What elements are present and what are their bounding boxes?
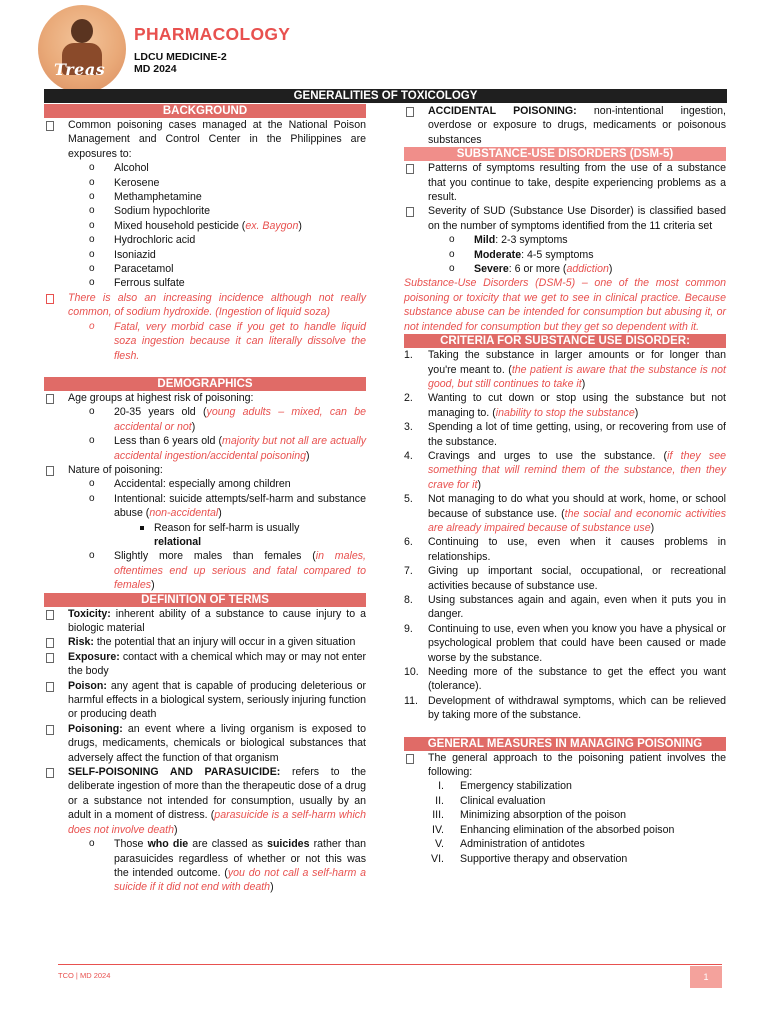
criteria-number: 10. <box>404 666 419 679</box>
background-intro: Common poisoning cases managed at the National Poison Management and Control Center in the Philippines are exposures to: <box>44 118 366 161</box>
page-number: 1 <box>690 966 722 988</box>
criteria-number: 2. <box>404 392 413 405</box>
definition-item: SELF-POISONING AND PARASUICIDE: refers to the deliberate ingestion of more than the therapeutic dose of a drug or a substance not intended for consumption, usually by an adult in a moment of distress. (parasuicide is a self-harm which does not involve death) <box>44 765 366 837</box>
criteria-item: 1. Taking the substance in larger amounts or for longer than you're meant to. (the patient is aware that the substance is not good, but still continues to take it) <box>404 349 726 390</box>
footer-divider <box>58 964 722 965</box>
criteria-number: 5. <box>404 493 413 506</box>
criteria-item: 7. Giving up important social, occupational, or recreational activities because of substance use. <box>404 565 726 592</box>
list-item: o Kerosene <box>44 176 366 190</box>
sud-para-2: Severity of SUD (Substance Use Disorder) is classified based on the number of symptoms identified from the 11 criteria set <box>404 204 726 233</box>
measure-number: V. <box>434 838 444 851</box>
sud-note: Substance-Use Disorders (DSM-5) – one of the most common poisoning or toxicity that we get to see in clinical practice. Because substance abuse can be intended for consumption but abusing it, or not intended for consumption but they get so dependent with it. <box>404 277 726 333</box>
criteria-number: 9. <box>404 622 413 635</box>
left-column <box>44 104 366 895</box>
list-item: o Less than 6 years old (majority but not all are actually accidental ingestion/accidental poisoning) <box>44 434 366 463</box>
definition-item: Poisoning: an event where a living organism is exposed to drugs, medicaments, chemicals or biological substances that adversely affect the function of that organism <box>44 722 366 765</box>
page-title: PHARMACOLOGY <box>134 24 291 44</box>
logo <box>38 5 126 93</box>
criteria-number: 7. <box>404 565 413 578</box>
criteria-number: 3. <box>404 421 413 434</box>
accidental-poisoning: ACCIDENTAL POISONING: non-intentional ingestion, overdose or exposure to drugs, medicaments or poisonous substances <box>404 104 726 147</box>
criteria-number: 11. <box>404 694 418 707</box>
criteria-number: 4. <box>404 449 413 462</box>
background-note: There is also an increasing incidence although not really common, of sodium hydroxide. (Ingestion of liquid soza) <box>44 291 366 320</box>
criteria-heading: CRITERIA FOR SUBSTANCE USE DISORDER: <box>404 334 726 348</box>
measure-item: II. Clinical evaluation <box>404 794 726 808</box>
section-title: GENERALITIES OF TOXICOLOGY <box>44 89 727 103</box>
list-item: o Accidental: especially among children <box>44 477 366 491</box>
measures-intro: The general approach to the poisoning patient involves the following: <box>404 751 726 780</box>
definition-item: Risk: the potential that an injury will occur in a given situation <box>44 635 366 649</box>
sud-heading: SUBSTANCE-USE DISORDERS (DSM-5) <box>404 147 726 161</box>
list-item: Reason for self-harm is usually relational <box>44 521 366 550</box>
list-item: o Sodium hypochlorite <box>44 204 366 218</box>
measure-number: VI. <box>431 852 444 865</box>
criteria-item: 6. Continuing to use, even when it causes problems in relationships. <box>404 536 726 563</box>
criteria-number: 8. <box>404 594 413 606</box>
background-heading: BACKGROUND <box>44 104 366 118</box>
measures-heading: GENERAL MEASURES IN MANAGING POISONING <box>404 737 726 751</box>
right-column <box>404 104 726 866</box>
measure-item: III. Minimizing absorption of the poison <box>404 808 726 822</box>
footer-label: TCO | MD 2024 <box>58 971 111 980</box>
measure-item: I. Emergency stabilization <box>404 779 726 793</box>
definitions-heading: DEFINITION OF TERMS <box>44 593 366 607</box>
definition-sub-item: o Those who die are classed as suicides rather than parasuicides regardless of whether or not this was the intended outcome. (you do not call a self-harm a suicide if it did not end with death) <box>44 837 366 895</box>
measure-number: III. <box>432 809 444 822</box>
measure-number: I. <box>438 780 444 793</box>
list-item: o 20-35 years old (young adults – mixed, can be accidental or not) <box>44 405 366 434</box>
criteria-item: 3. Spending a lot of time getting, using, or recovering from use of the substance. <box>404 421 726 448</box>
criteria-item: 8. Using substances again and again, even when it puts you in danger. <box>404 594 726 621</box>
list-item: o Ferrous sulfate <box>44 276 366 290</box>
list-item: o Hydrochloric acid <box>44 233 366 247</box>
definition-item: Poison: any agent that is capable of producing deleterious or harmful effects in a biological system, seriously injuring function or producing death <box>44 679 366 722</box>
list-item: o Intentional: suicide attempts/self-harm and substance abuse (non-accidental) <box>44 492 366 521</box>
criteria-item: 11. Development of withdrawal symptoms, which can be relieved by taking more of the substance. <box>404 694 726 722</box>
measure-item: IV. Enhancing elimination of the absorbed poison <box>404 823 726 837</box>
measure-item: V. Administration of antidotes <box>404 837 726 851</box>
criteria-item: 9. Continuing to use, even when you know you have a physical or psychological problem that could have been caused or made worse by the substance. <box>404 622 726 664</box>
criteria-number: 1. <box>404 349 413 362</box>
age-intro: Age groups at highest risk of poisoning: <box>44 391 366 405</box>
list-item: o Isoniazid <box>44 248 366 262</box>
list-item: o Mild: 2-3 symptoms <box>404 233 726 247</box>
measure-item: VI. Supportive therapy and observation <box>404 852 726 866</box>
definition-item: Toxicity: inherent ability of a substance to cause injury to a biologic material <box>44 607 366 636</box>
criteria-item: 2. Wanting to cut down or stop using the substance but not managing to. (inability to stop the substance) <box>404 392 726 419</box>
course-label: LDCU MEDICINE-2 <box>134 51 227 63</box>
list-item: o Mixed household pesticide (ex. Baygon) <box>44 219 366 233</box>
sud-para-1: Patterns of symptoms resulting from the use of a substance that you continue to take, despite experiencing problems as a result. <box>404 161 726 204</box>
list-item: o Moderate: 4-5 symptoms <box>404 248 726 262</box>
list-item: o Slightly more males than females (in males, oftentimes end up serious and fatal compared to females) <box>44 549 366 592</box>
nature-intro: Nature of poisoning: <box>44 463 366 477</box>
list-item: o Paracetamol <box>44 262 366 276</box>
list-item: o Severe: 6 or more (addiction) <box>404 262 726 276</box>
logo-text: Treas <box>54 60 106 79</box>
measure-number: IV. <box>432 823 444 836</box>
criteria-number: 6. <box>404 536 413 549</box>
criteria-item: 10. Needing more of the substance to get the effect you want (tolerance). <box>404 666 726 693</box>
measure-number: II. <box>435 794 444 807</box>
measures-list <box>404 779 726 865</box>
definition-item: Exposure: contact with a chemical which may or may not enter the body <box>44 650 366 679</box>
criteria-item: 5. Not managing to do what you should at work, home, or school because of substance use. (the social and economic activities are already impaired because of substance use) <box>404 493 726 534</box>
background-note-sub: o Fatal, very morbid case if you get to handle liquid soza ingestion because it can literally dissolve the flesh. <box>44 320 366 363</box>
list-item: o Alcohol <box>44 161 366 175</box>
criteria-list <box>404 348 726 723</box>
demographics-heading: DEMOGRAPHICS <box>44 377 366 391</box>
batch-label: MD 2024 <box>134 63 177 75</box>
list-item: o Methamphetamine <box>44 190 366 204</box>
criteria-item: 4. Cravings and urges to use the substance. (if they see something that will remind them of the substance, then they crave for it) <box>404 449 726 491</box>
